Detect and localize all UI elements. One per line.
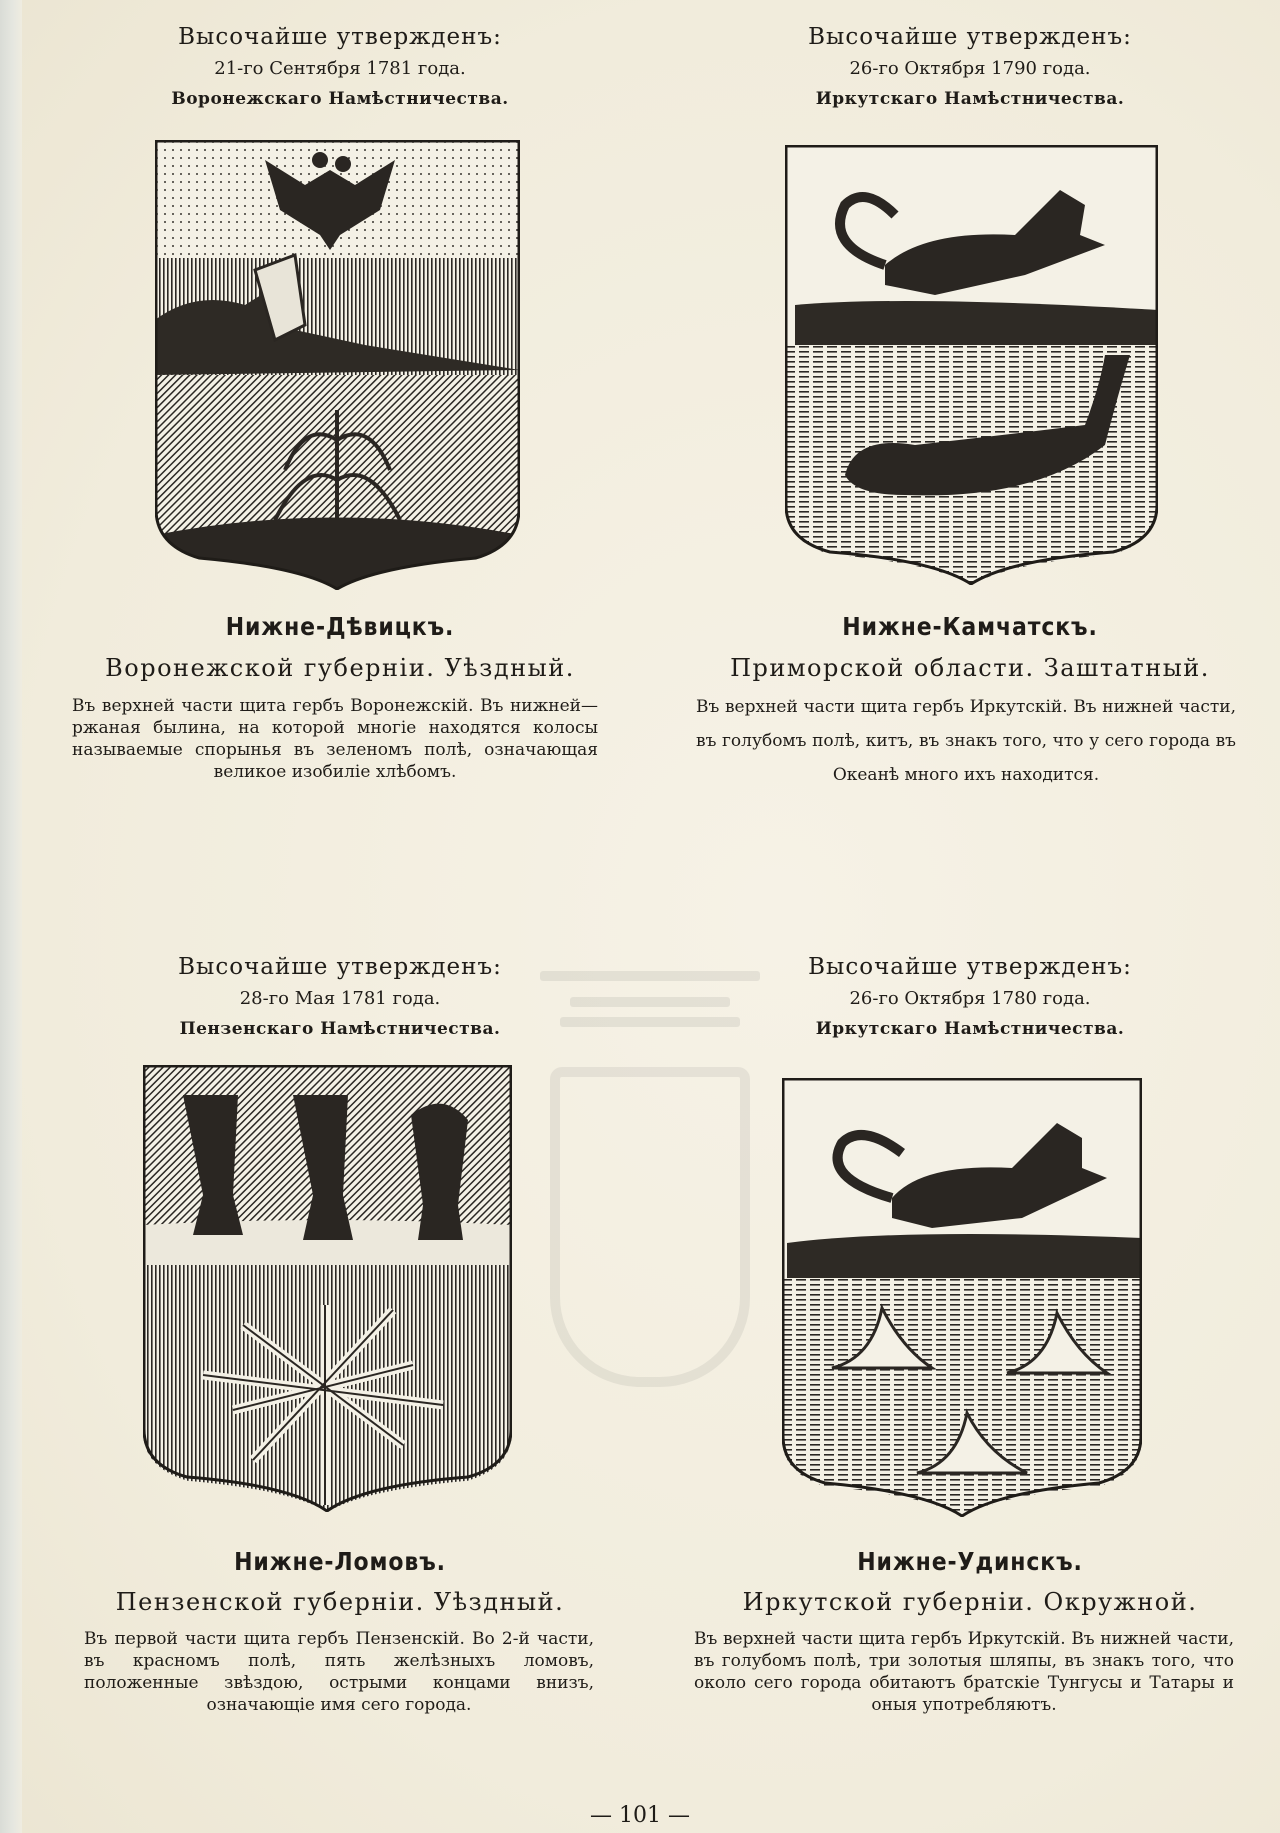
- coat-description: Въ верхней части щита гербъ Иркутскій. Въ нижней части, въ голубомъ полѣ, три золотыя шляпы, въ знакъ того, что около сего города обитаютъ братскіе Тунгусы и Татары и оныя употребляютъ.: [694, 1629, 1234, 1715]
- approved-heading: Высочайше утвержденъ:: [178, 24, 502, 50]
- approval-date: 28-го Мая 1781 года.: [239, 988, 441, 1009]
- vicegerency-label: Пензенскаго Намѣстничества.: [179, 1019, 501, 1039]
- province-label: Пензенской губерніи. Уѣздный.: [115, 1588, 565, 1616]
- city-name: Нижне-Удинскъ.: [857, 1547, 1083, 1576]
- city-name: Нижне-Дѣвицкъ.: [225, 612, 455, 641]
- vicegerency-label: Иркутскаго Намѣстничества.: [815, 89, 1125, 109]
- city-name: Нижне-Ломовъ.: [234, 1547, 446, 1576]
- approved-heading: Высочайше утвержденъ:: [808, 24, 1132, 50]
- book-binding-edge: [0, 0, 23, 1833]
- province-label: Иркутской губерніи. Окружной.: [742, 1588, 1198, 1616]
- approval-date: 26-го Октября 1780 года.: [849, 988, 1091, 1009]
- province-label: Приморской области. Заштатный.: [730, 654, 1210, 682]
- approval-date: 21-го Сентября 1781 года.: [214, 58, 466, 79]
- coat-description: Въ верхней части щита гербъ Воронежскій. Въ нижней—ржаная былина, на которой многіе находятся колосы называемые спорынья въ зеленомъ полѣ, означающая великое изобиліе хлѣбомъ.: [72, 696, 598, 782]
- approved-heading: Высочайше утвержденъ:: [178, 954, 502, 980]
- approval-date: 26-го Октября 1790 года.: [849, 58, 1091, 79]
- tiger-and-whale-coat-of-arms-icon: [785, 145, 1158, 585]
- entry-nizhnedevitsk-header: [120, 22, 560, 114]
- approved-heading: Высочайше утвержденъ:: [808, 954, 1132, 980]
- entry-nizhneudinsk-header: [760, 952, 1180, 1044]
- coat-description: Въ первой части щита гербъ Пензенскій. Во 2-й части, въ красномъ полѣ, пять желѣзныхъ ломовъ, положенные звѣздою, острыми концами внизъ, означающіе имя сего города.: [84, 1629, 594, 1715]
- entry-nizhnekamchatsk-header: [760, 22, 1180, 114]
- tiger-and-three-hats-coat-of-arms-icon: [782, 1078, 1142, 1517]
- page-number: — 101 —: [590, 1803, 690, 1828]
- sheaves-and-crowbars-coat-of-arms-icon: [143, 1065, 512, 1512]
- city-name: Нижне-Камчатскъ.: [842, 612, 1098, 641]
- bleed-through-ghost: [530, 955, 770, 1515]
- coat-description: Въ верхней части щита гербъ Иркутскій. Въ нижней части, въ голубомъ полѣ, китъ, въ знакъ того, что у сего города въ Океанѣ много ихъ находится.: [696, 697, 1236, 785]
- province-label: Воронежской губерніи. Уѣздный.: [105, 654, 575, 682]
- vicegerency-label: Иркутскаго Намѣстничества.: [815, 1019, 1125, 1039]
- entry-nizhnelomov-header: [120, 952, 560, 1044]
- voronezh-coat-of-arms-icon: [155, 140, 520, 590]
- vicegerency-label: Воронежскаго Намѣстничества.: [171, 89, 509, 109]
